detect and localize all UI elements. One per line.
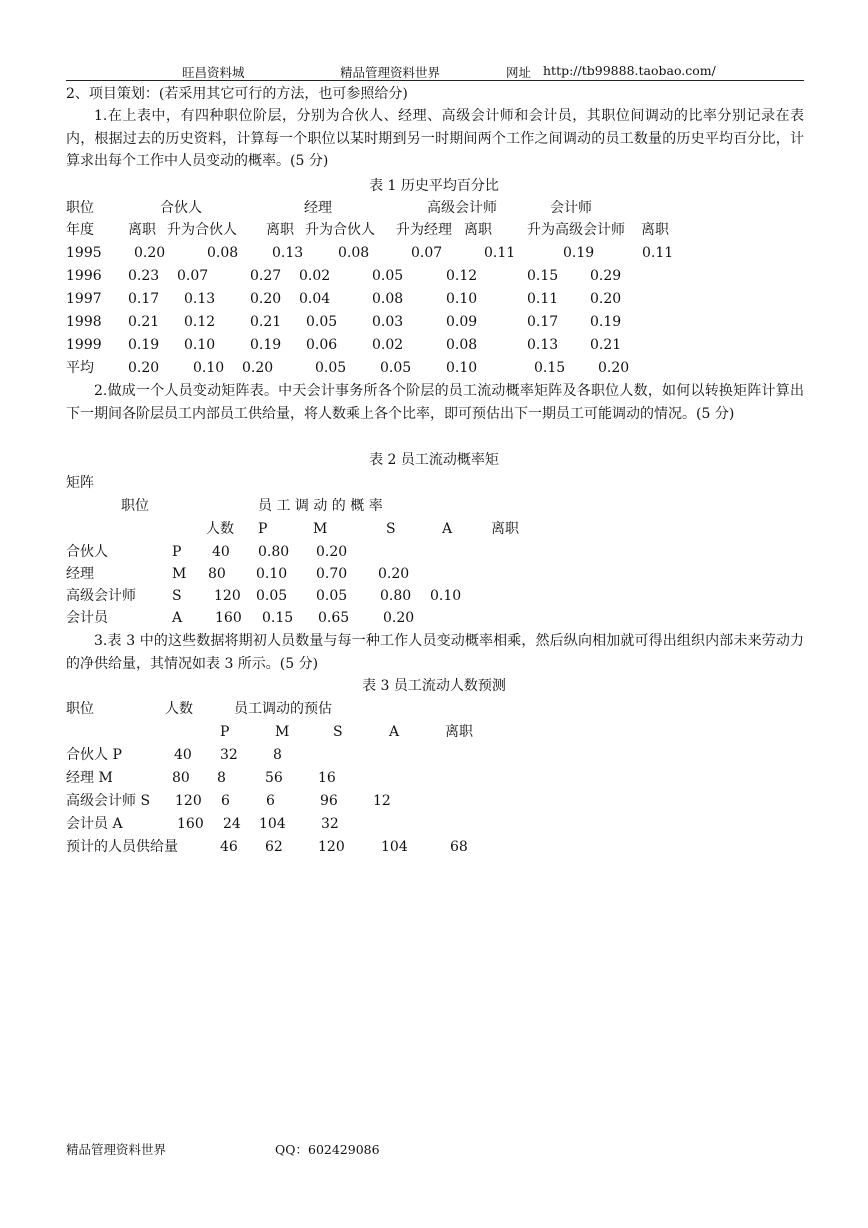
table3-caption: 表 3 员工流动人数预测 [362,678,506,694]
table3-cell: 46 [220,839,238,855]
table2-subheader: 离职 [491,521,519,537]
table2-cell: 0.05 [256,588,288,604]
table3-cell: 6 [221,793,230,809]
table1-cell: 0.05 [315,360,347,376]
table1-cell: 0.06 [306,337,338,353]
table1-cell: 0.17 [527,314,559,330]
table2-subheader: S [386,521,396,537]
table1-header: 会计师 [550,200,592,216]
footer-qq: QQ：602429086 [275,1142,380,1157]
header-url-label: 网址 [506,65,532,80]
table3-cell: 经理 M [66,770,113,786]
table2-cell: 0.15 [262,610,294,626]
table3-header: 人数 [165,701,193,717]
table1-subheader: 升为合伙人 [167,222,237,238]
table1-cell: 0.12 [446,268,478,284]
table1-subheader: 离职 [128,222,156,238]
table3-cell: 12 [373,793,391,809]
table1-cell: 1997 [66,291,102,307]
table2-cell: 0.20 [383,610,415,626]
table1-cell: 0.02 [372,337,404,353]
table1-cell: 1996 [66,268,102,284]
table3-cell: 6 [266,793,275,809]
table1-cell: 0.02 [299,268,331,284]
table3-cell: 会计员 A [66,816,123,832]
table2-cell: 0.20 [316,544,348,560]
table2-cell: 合伙人 [66,544,108,560]
table3-subheader: A [389,724,400,740]
table2-caption: 表 2 员工流动概率矩 [369,452,499,468]
table1-cell: 0.20 [250,291,282,307]
table1-cell: 0.07 [411,245,443,261]
table1-cell: 0.20 [242,360,274,376]
table1-cell: 0.17 [128,291,160,307]
table1-subheader: 升为合伙人 [305,222,375,238]
table2-cell: A [172,610,183,626]
table3-cell: 16 [318,770,336,786]
table1-cell: 0.19 [590,314,622,330]
table2-cell: 40 [212,544,230,560]
table1-cell: 0.04 [299,291,331,307]
table1-cell: 0.03 [372,314,404,330]
table3-cell: 68 [450,839,468,855]
table2-cell: 经理 [66,566,94,582]
table2-cell: S [172,588,182,604]
table2-cell: 0.80 [258,544,290,560]
footer-left: 精品管理资料世界 [66,1142,167,1157]
table2-cell: 160 [215,610,242,626]
table1-cell: 0.13 [184,291,216,307]
table1-cell: 0.05 [380,360,412,376]
table3-cell: 预计的人员供给量 [66,839,178,855]
header-left: 旺昌资料城 [182,65,245,80]
table3-cell: 高级会计师 S [66,793,151,809]
table3-cell: 80 [172,770,190,786]
table2-cell: 0.10 [430,588,462,604]
table1-subheader: 离职 [266,222,294,238]
table1-cell: 0.23 [128,268,160,284]
table1-subheader: 离职 [464,222,492,238]
table1-cell: 0.15 [534,360,566,376]
table3-cell: 104 [259,816,286,832]
table1-cell: 1998 [66,314,102,330]
table3-subheader: P [220,724,230,740]
table1-cell: 0.29 [590,268,622,284]
table2-cell: 会计员 [66,610,108,626]
table1-header: 职位 [66,200,94,216]
table2-header: 职位 [121,498,149,514]
table2-cell: 0.65 [318,610,350,626]
table1-cell: 0.19 [128,337,160,353]
table2-cell: 0.20 [378,566,410,582]
table2-cell: 80 [208,566,226,582]
table2-subheader: 人数 [206,521,234,537]
table2-cell: 0.70 [316,566,348,582]
table1-subheader: 升为经理 [396,222,452,238]
table1-header: 经理 [304,200,332,216]
table3-cell: 56 [265,770,283,786]
table2-cell: 0.80 [380,588,412,604]
table3-header: 职位 [66,701,94,717]
table3-cell: 160 [177,816,204,832]
paragraph-2: 2.做成一个人员变动矩阵表。中天会计事务所各个阶层的员工流动概率矩阵及各职位人数，如何以转换矩阵计算出下一期间各阶层员工内部员工供给量，将人数乘上各个比率，即可预估出下一期员工可能调动的情况。(5 分) [66,383,804,422]
table1-cell: 0.13 [272,245,304,261]
table3-subheader: 离职 [445,724,473,740]
table1-subheader: 升为高级会计师 [527,222,625,238]
table3-cell: 40 [174,747,192,763]
table1-header: 高级会计师 [427,200,497,216]
table3-cell: 32 [321,816,339,832]
table1-cell: 0.05 [372,268,404,284]
table1-cell: 0.09 [446,314,478,330]
table2-header: 员 工 调 动 的 概 率 [258,498,383,514]
table3-cell: 120 [318,839,345,855]
table3-cell: 8 [217,770,226,786]
table1-header: 合伙人 [160,200,202,216]
table1-cell: 0.20 [590,291,622,307]
table1-cell: 0.10 [193,360,225,376]
table1-cell: 0.11 [642,245,674,261]
table1-cell: 0.07 [177,268,209,284]
table1-cell: 0.08 [338,245,370,261]
table1-cell: 0.21 [250,314,282,330]
table3-header: 员工调动的预估 [234,701,332,717]
table2-cell: 120 [214,588,241,604]
table3-cell: 合伙人 P [66,747,122,763]
table2-cell: 高级会计师 [66,588,136,604]
table1-cell: 0.12 [184,314,216,330]
paragraph-3: 3.表 3 中的这些数据将期初人员数量与每一种工作人员变动概率相乘，然后纵向相加就可得出组织内部未来劳动力的净供给量，其情况如表 3 所示。(5 分) [66,633,804,672]
table1-subheader: 年度 [66,222,94,238]
header-rule [66,80,804,81]
table1-cell: 0.19 [563,245,595,261]
table2-cell: P [172,544,182,560]
paragraph-1: 1.在上表中，有四种职位阶层，分别为合伙人、经理、高级会计师和会计员，其职位间调动的比率分别记录在表内，根据过去的历史资料，计算每一个职位以某时期到另一时期间两个工作之间调动的员工数量的历史平均百分比，计算求出每个工作中人员变动的概率。(5 分) [66,108,804,169]
section-title: 2、项目策划：(若采用其它可行的方法，也可参照给分) [66,86,408,102]
table1-cell: 0.21 [590,337,622,353]
table3-cell: 96 [320,793,338,809]
table1-cell: 0.20 [128,360,160,376]
table3-subheader: M [275,724,290,740]
header-url: http://tb99888.taobao.com/ [543,63,716,78]
header-center: 精品管理资料世界 [340,65,441,80]
table3-cell: 8 [273,747,282,763]
table1-caption: 表 1 历史平均百分比 [369,178,499,194]
table2-subheader: P [258,521,268,537]
table1-subheader: 离职 [641,222,669,238]
table2-cell: 0.10 [256,566,288,582]
table3-cell: 32 [220,747,238,763]
table3-cell: 62 [265,839,283,855]
table1-cell: 0.08 [446,337,478,353]
table3-subheader: S [333,724,343,740]
table1-cell: 0.15 [527,268,559,284]
table1-cell: 0.10 [446,360,478,376]
table1-cell: 0.27 [250,268,282,284]
table2-subheader: A [442,521,453,537]
table1-cell: 0.13 [527,337,559,353]
table3-cell: 24 [223,816,241,832]
table1-cell: 0.20 [598,360,630,376]
table3-cell: 104 [381,839,408,855]
table1-cell: 0.10 [184,337,216,353]
table1-cell: 0.08 [207,245,239,261]
table2-subheader: M [313,521,328,537]
table2-cell: M [172,566,187,582]
table1-cell: 0.10 [446,291,478,307]
table1-cell: 0.21 [128,314,160,330]
table1-cell: 0.19 [250,337,282,353]
table1-cell: 1999 [66,337,102,353]
table2-label: 矩阵 [66,475,94,491]
table1-cell: 平均 [66,360,94,376]
table1-cell: 1995 [66,245,102,261]
table1-cell: 0.08 [372,291,404,307]
table1-cell: 0.11 [484,245,516,261]
table1-cell: 0.05 [306,314,338,330]
table3-cell: 120 [175,793,202,809]
table2-cell: 0.05 [316,588,348,604]
table1-cell: 0.20 [134,245,166,261]
table1-cell: 0.11 [527,291,559,307]
